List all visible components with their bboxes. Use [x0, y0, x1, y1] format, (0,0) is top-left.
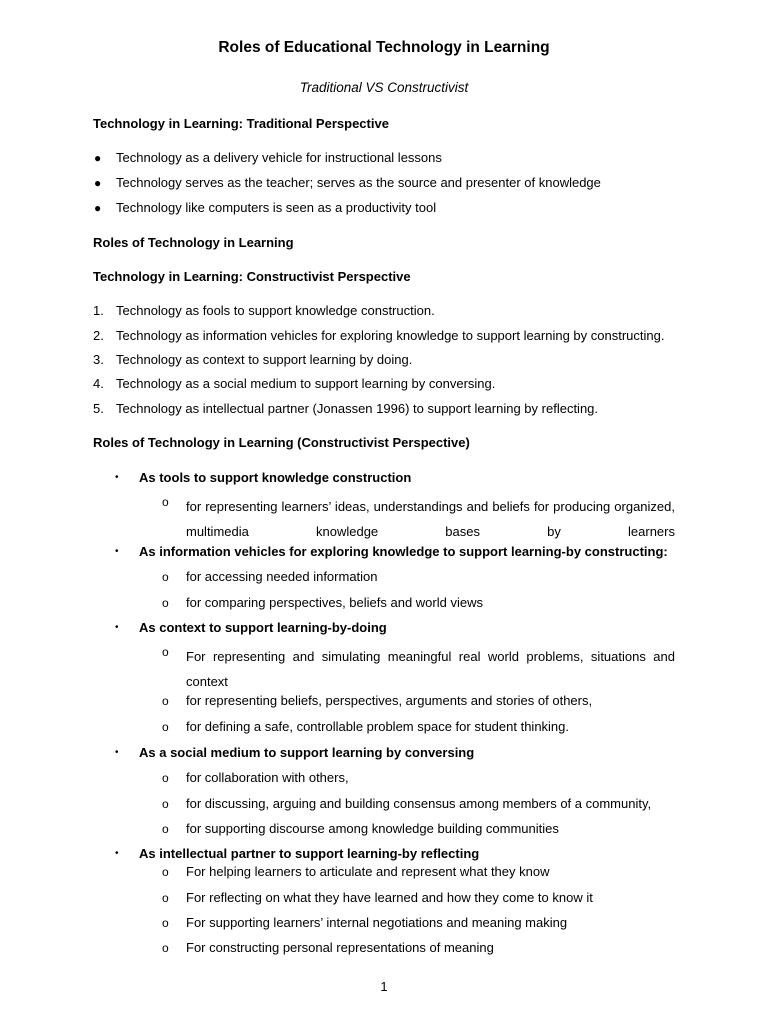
bullet-icon: ● [94, 151, 102, 165]
roles-heading: Roles of Technology in Learning [93, 235, 294, 250]
page-number: 1 [380, 979, 388, 994]
sub-item: For supporting learners’ internal negotiations and meaning making [186, 915, 568, 930]
sub-item: for accessing needed information [186, 569, 378, 584]
list-number: 5. [93, 401, 104, 416]
list-item: Technology as a social medium to support learning by conversing. [116, 376, 496, 391]
sub-item: for collaboration with others, [186, 770, 349, 785]
circle-bullet-icon: o [162, 694, 169, 708]
sub-item: for representing learners’ ideas, understandings and beliefs for producing organized, multimedia knowledge bases by learners [186, 499, 675, 539]
list-item: Technology serves as the teacher; serves as the source and presenter of knowledge [116, 175, 601, 190]
list-item: Technology like computers is seen as a productivity tool [116, 200, 437, 215]
list-item: Technology as a delivery vehicle for instructional lessons [116, 150, 442, 165]
roles-cp-heading: Roles of Technology in Learning (Constructivist Perspective) [93, 435, 470, 450]
bullet-icon: • [115, 747, 119, 758]
list-item: Technology as fools to support knowledge construction. [116, 303, 435, 318]
bullet-icon: • [115, 848, 119, 859]
list-number: 2. [93, 328, 104, 343]
traditional-heading: Technology in Learning: Traditional Perspective [93, 116, 389, 131]
circle-bullet-icon: o [162, 797, 169, 811]
sub-item: For helping learners to articulate and represent what they know [186, 864, 550, 879]
sub-item: For reflecting on what they have learned and how they come to know it [186, 890, 593, 905]
document-title: Roles of Educational Technology in Learning [218, 39, 550, 56]
circle-bullet-icon: o [162, 645, 169, 659]
circle-bullet-icon: o [162, 916, 169, 930]
circle-bullet-icon: o [162, 822, 169, 836]
bullet-icon: • [115, 622, 119, 633]
circle-bullet-icon: o [162, 570, 169, 584]
bullet-icon: ● [94, 176, 102, 190]
group-title: As tools to support knowledge construction [139, 470, 412, 485]
circle-bullet-icon: o [162, 720, 169, 734]
sub-item: For representing and simulating meaningful real world problems, situations and context [186, 649, 675, 689]
sub-item: for supporting discourse among knowledge building communities [186, 821, 559, 836]
circle-bullet-icon: o [162, 596, 169, 610]
bullet-icon: • [115, 472, 119, 483]
sub-item: for representing beliefs, perspectives, arguments and stories of others, [186, 693, 593, 708]
circle-bullet-icon: o [162, 891, 169, 905]
group-title: As information vehicles for exploring knowledge to support learning-by constructing: [139, 544, 668, 559]
sub-item: for defining a safe, controllable problem space for student thinking. [186, 719, 570, 734]
list-item: Technology as information vehicles for exploring knowledge to support learning by constructing. [116, 328, 665, 343]
circle-bullet-icon: o [162, 495, 169, 509]
sub-item: for discussing, arguing and building consensus among members of a community, [186, 796, 652, 811]
sub-item: For constructing personal representations of meaning [186, 940, 494, 955]
bullet-icon: ● [94, 201, 102, 215]
circle-bullet-icon: o [162, 771, 169, 785]
group-title: As intellectual partner to support learning-by reflecting [139, 846, 480, 861]
circle-bullet-icon: o [162, 865, 169, 879]
constructivist-heading: Technology in Learning: Constructivist Perspective [93, 269, 411, 284]
circle-bullet-icon: o [162, 941, 169, 955]
list-item: Technology as intellectual partner (Jonassen 1996) to support learning by reflecting. [116, 401, 599, 416]
list-number: 4. [93, 376, 104, 391]
group-title: As a social medium to support learning by conversing [139, 745, 475, 760]
document-subtitle: Traditional VS Constructivist [299, 80, 469, 95]
sub-item: for comparing perspectives, beliefs and world views [186, 595, 483, 610]
bullet-icon: • [115, 546, 119, 557]
list-number: 3. [93, 352, 104, 367]
group-title: As context to support learning-by-doing [139, 620, 387, 635]
list-number: 1. [93, 303, 104, 318]
list-item: Technology as context to support learning by doing. [116, 352, 413, 367]
